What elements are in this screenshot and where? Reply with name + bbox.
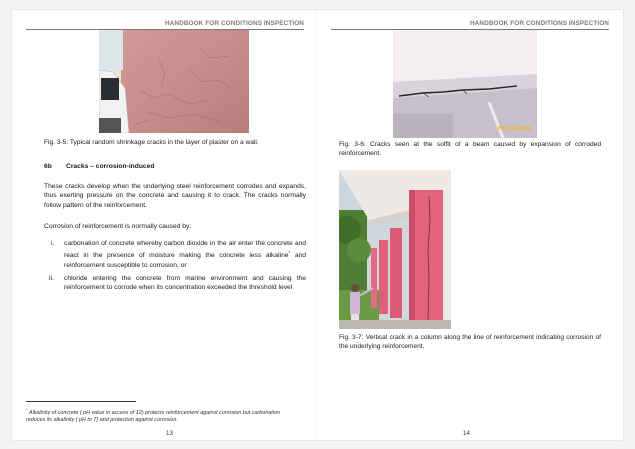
paragraph-2: Corrosion of reinforcement is normally caused by:: [44, 223, 192, 230]
date-stamp: 08/13/2006: [497, 126, 531, 132]
figure-3-7-caption: Fig. 3-7: Vertical crack in a column along the line of reinforcement indicating corrosion of the underlying reinforcement.: [339, 334, 601, 350]
beam-soffit-image: [393, 30, 537, 138]
plaster-wall-image: [99, 30, 249, 133]
page-number: 13: [166, 430, 173, 437]
list-item-2-text: chloride entering the concrete from marine environment and causing the reinforcement to corrode when its concentration exceeded the threshold level: [64, 275, 306, 292]
footnote-rule: [26, 401, 136, 402]
list-item-1-text-b: and reinforcement susceptible to corrosion, or: [64, 252, 306, 270]
section-number: 6b: [44, 163, 52, 170]
paragraph-1: These cracks develop when the underlying steel reinforcement corrodes and expands, thus exerting pressure on the concrete and causing it to crack. The cracks normally follow pattern of the reinforcement.: [44, 183, 306, 209]
footnote: [26, 406, 286, 424]
page-number: 14: [463, 430, 470, 437]
plaster-wall-photo: [99, 30, 249, 133]
right-page: [317, 10, 623, 440]
footnote-marker: *: [26, 407, 28, 412]
footnote-text: Alkalinity of concrete ( pH value in access of 12) protects reinforcement against corrosion but carbonation reduces its alkalinity ( pH to 7) and protection against corrosion.: [26, 409, 280, 423]
list-item-1-text: [64, 239, 306, 270]
column-crack-photo: [339, 170, 451, 329]
list-item-1-text-a: carbonation of concrete whereby carbon dioxide in the air enter the concrete and react in the presence of moisture making the concrete less alkaline: [64, 240, 306, 260]
column-crack-image: [339, 170, 451, 329]
footnote-ref: *: [288, 250, 291, 256]
section-title: Cracks – corrosion-induced: [66, 163, 155, 170]
figure-3-6-caption: Fig. 3-6: Cracks seen at the soffit of a beam caused by expansion of corroded reinforcement.: [339, 141, 601, 157]
figure-3-5-caption: Fig. 3-5: Typical random shrinkage cracks in the layer of plaster on a wall.: [44, 139, 259, 146]
left-page: [12, 10, 318, 440]
page-header: HANDBOOK FOR CONDITIONS INSPECTION: [164, 20, 304, 27]
page-header: HANDBOOK FOR CONDITIONS INSPECTION: [469, 20, 609, 27]
list-item-2-marker: ii.: [49, 275, 54, 282]
list-item-1-marker: i.: [51, 240, 55, 247]
beam-soffit-photo: [393, 30, 537, 138]
